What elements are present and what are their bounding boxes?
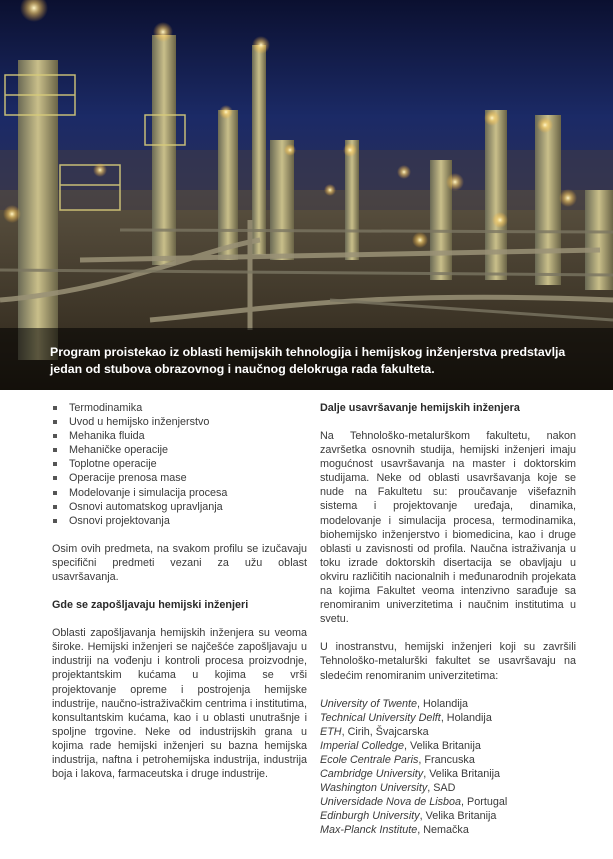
right-column [320, 401, 576, 837]
list-item [320, 697, 576, 711]
topics-list [52, 401, 307, 528]
employment-heading: Gde se zapošljavaju hemijski inženjeri [52, 599, 249, 612]
university-name: Imperial Colledge [320, 739, 405, 752]
university-country: , Nemačka [417, 823, 469, 836]
university-name: Ecole Centrale Paris [320, 753, 419, 766]
list-item [320, 711, 576, 725]
university-name: ETH [320, 725, 342, 738]
university-country: , Velika Britanija [404, 739, 481, 752]
list-item [320, 809, 576, 823]
further-study-text: Na Tehnološko-metalurškom fakultetu, nakon završetka osnovnih studija, hemijski inženjeri imaju mogućnost usavršavanja na master i doktorskim studijama. Neke od oblasti usavršavanja koje se nude na Fakultetu su: proučavanje višefaznih sistema i projektovanje uređaja, dinamika, modelovanje i simulacija procesa, termodinamika, biohemijsko inženjerstvo i biomedicina, kao i druge oblasti u zavisnosti od profila. Naučna istraživanja u toku izrade doktorskih disertacija se obavljaju u okviru različitih nacionalnih i međunarodnih projekata na kojima Fakultet veoma intenzivno sarađuje sa renomiranim univerzitetima i naučnim institutima u svetu. [320, 430, 576, 626]
university-country: , Cirih, Švajcarska [341, 725, 429, 738]
list-item: Osnovi automatskog upravljanja [52, 500, 307, 514]
list-item [320, 795, 576, 809]
hero-image [0, 0, 613, 390]
university-name: Technical University Delft [320, 711, 441, 724]
list-item: Uvod u hemijsko inženjerstvo [52, 415, 307, 429]
university-name: Max-Planck Institute [320, 823, 418, 836]
hero-caption [0, 328, 613, 390]
university-list [320, 697, 576, 837]
caption-text: Program proistekao iz oblasti hemijskih tehnologija i hemijskog inženjerstva predstavlja jedan od stubova obrazovnog i naučnog delokruga rada fakulteta. [50, 345, 566, 376]
topics-note: Osim ovih predmeta, na svakom profilu se izučavaju specifični predmeti vezani za užu oblast usavršavanja. [52, 542, 307, 584]
list-item: Termodinamika [52, 401, 307, 415]
university-name: University of Twente [320, 697, 418, 710]
university-name: Universidade Nova de Lisboa [320, 795, 462, 808]
university-country: , Francuska [418, 753, 475, 766]
university-country: , SAD [427, 781, 456, 794]
list-item: Toplotne operacije [52, 457, 307, 471]
list-item [320, 739, 576, 753]
list-item: Mehanika fluida [52, 429, 307, 443]
university-country: , Holandija [440, 711, 492, 724]
list-item [320, 823, 576, 837]
list-item [320, 781, 576, 795]
further-study-heading: Dalje usavršavanje hemijskih inženjera [320, 402, 520, 414]
university-country: , Holandija [417, 697, 469, 710]
university-country: , Velika Britanija [419, 809, 497, 822]
list-item: Modelovanje i simulacija procesa [52, 486, 307, 500]
list-item [320, 767, 576, 781]
university-name: Edinburgh University [320, 809, 420, 822]
left-column [52, 401, 307, 781]
list-item: Osnovi projektovanja [52, 514, 307, 528]
employment-text: Oblasti zapošljavanja hemijskih inženjera su veoma široke. Hemijski inženjeri se najčešće zapošljavaju u industriji na vođenju i kontroli procesa proizvodnje, projektantskim kućama u kojima se vrši projektovanje opreme i postrojenja hemijske industrije, naučno-istraživačkim centrima i institutima, konsultantskim kućama, kao i u oblasti unutrašnje i spoljne trgovine. Neke od industrijskih grana u kojima rade hemijski inženjeri su bazna hemijska industrija, naftna i petrohemijska industrija, industrija boja i lakova, farmaceutska i druge industrije. [52, 627, 307, 781]
university-name: Cambridge University [320, 767, 424, 780]
university-name: Washington University [320, 781, 428, 794]
list-item: Mehaničke operacije [52, 443, 307, 457]
university-country: , Velika Britanija [423, 767, 501, 780]
list-item [320, 753, 576, 767]
university-country: , Portugal [461, 795, 508, 808]
abroad-text: U inostranstvu, hemijski inženjeri koji su završili Tehnološko-metalurški fakultet se usavršavaju na sledećim renomiranim univerzitetima: [320, 641, 576, 682]
list-item [320, 725, 576, 739]
list-item: Operacije prenosa mase [52, 471, 307, 485]
